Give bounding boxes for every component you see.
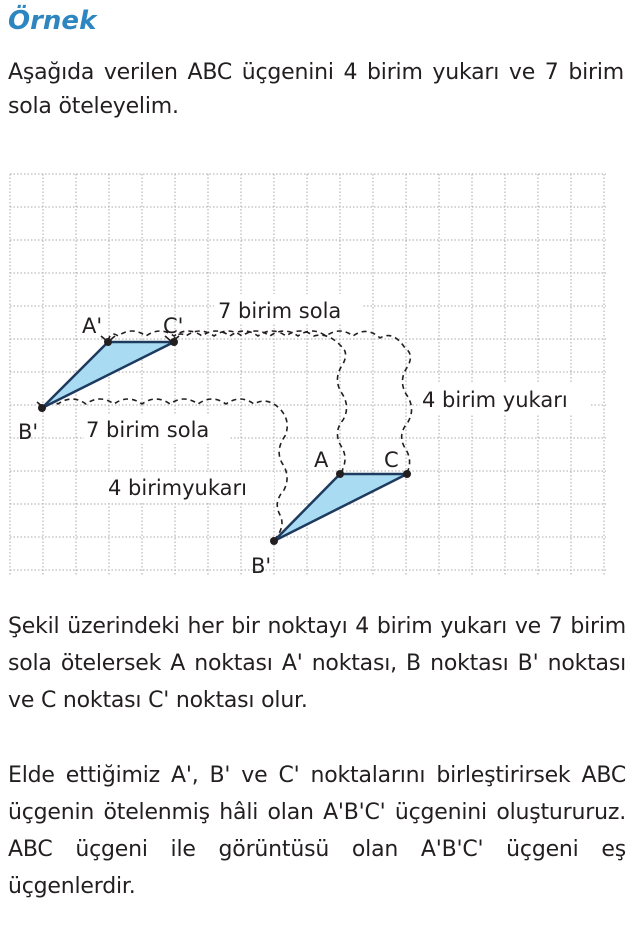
label-4-birim-yukari-right: 4 birim yukarı: [422, 388, 568, 412]
label-7-birim-sola-bottom: 7 birim sola: [86, 418, 210, 442]
translation-figure: [0, 170, 633, 610]
point-a: [336, 470, 344, 478]
point-a-prime: [104, 338, 112, 346]
triangle-a-prime-b-prime-c-prime: [42, 342, 174, 408]
label-b-prime-bottom: B': [251, 554, 272, 578]
point-c-prime: [170, 338, 178, 346]
point-c: [403, 470, 411, 478]
label-4-birim-yukari-left: 4 birimyukarı: [108, 476, 247, 500]
explanation-paragraph-1: Şekil üzerindeki her bir noktayı 4 birim yukarı ve 7 birim sola ötelersek A noktası A' noktası, B noktası B' noktası ve C noktası C' noktası olur.: [8, 614, 626, 713]
point-b-prime: [38, 404, 46, 412]
label-b-prime: B': [18, 420, 39, 444]
label-a: A: [314, 448, 329, 472]
label-c: C: [384, 448, 399, 472]
explanation-paragraph-2: Elde ettiğimiz A', B' ve C' noktalarını birleştirirsek ABC üçgenin ötelenmiş hâli olan A'B'C' üçgenini oluştururuz. ABC üçgeni ile görüntüsü olan A'B'C' üçgeni eş üçgenlerdir.: [8, 763, 626, 899]
triangle-abc: [274, 474, 407, 541]
label-c-prime: C': [163, 314, 184, 338]
intro-text: Aşağıda verilen ABC üçgenini 4 birim yukarı ve 7 birim sola öteleyelim.: [8, 60, 624, 119]
point-b: [270, 537, 278, 545]
example-title: Örnek: [8, 6, 97, 36]
label-7-birim-sola-top: 7 birim sola: [218, 299, 342, 323]
label-a-prime: A': [82, 314, 103, 338]
